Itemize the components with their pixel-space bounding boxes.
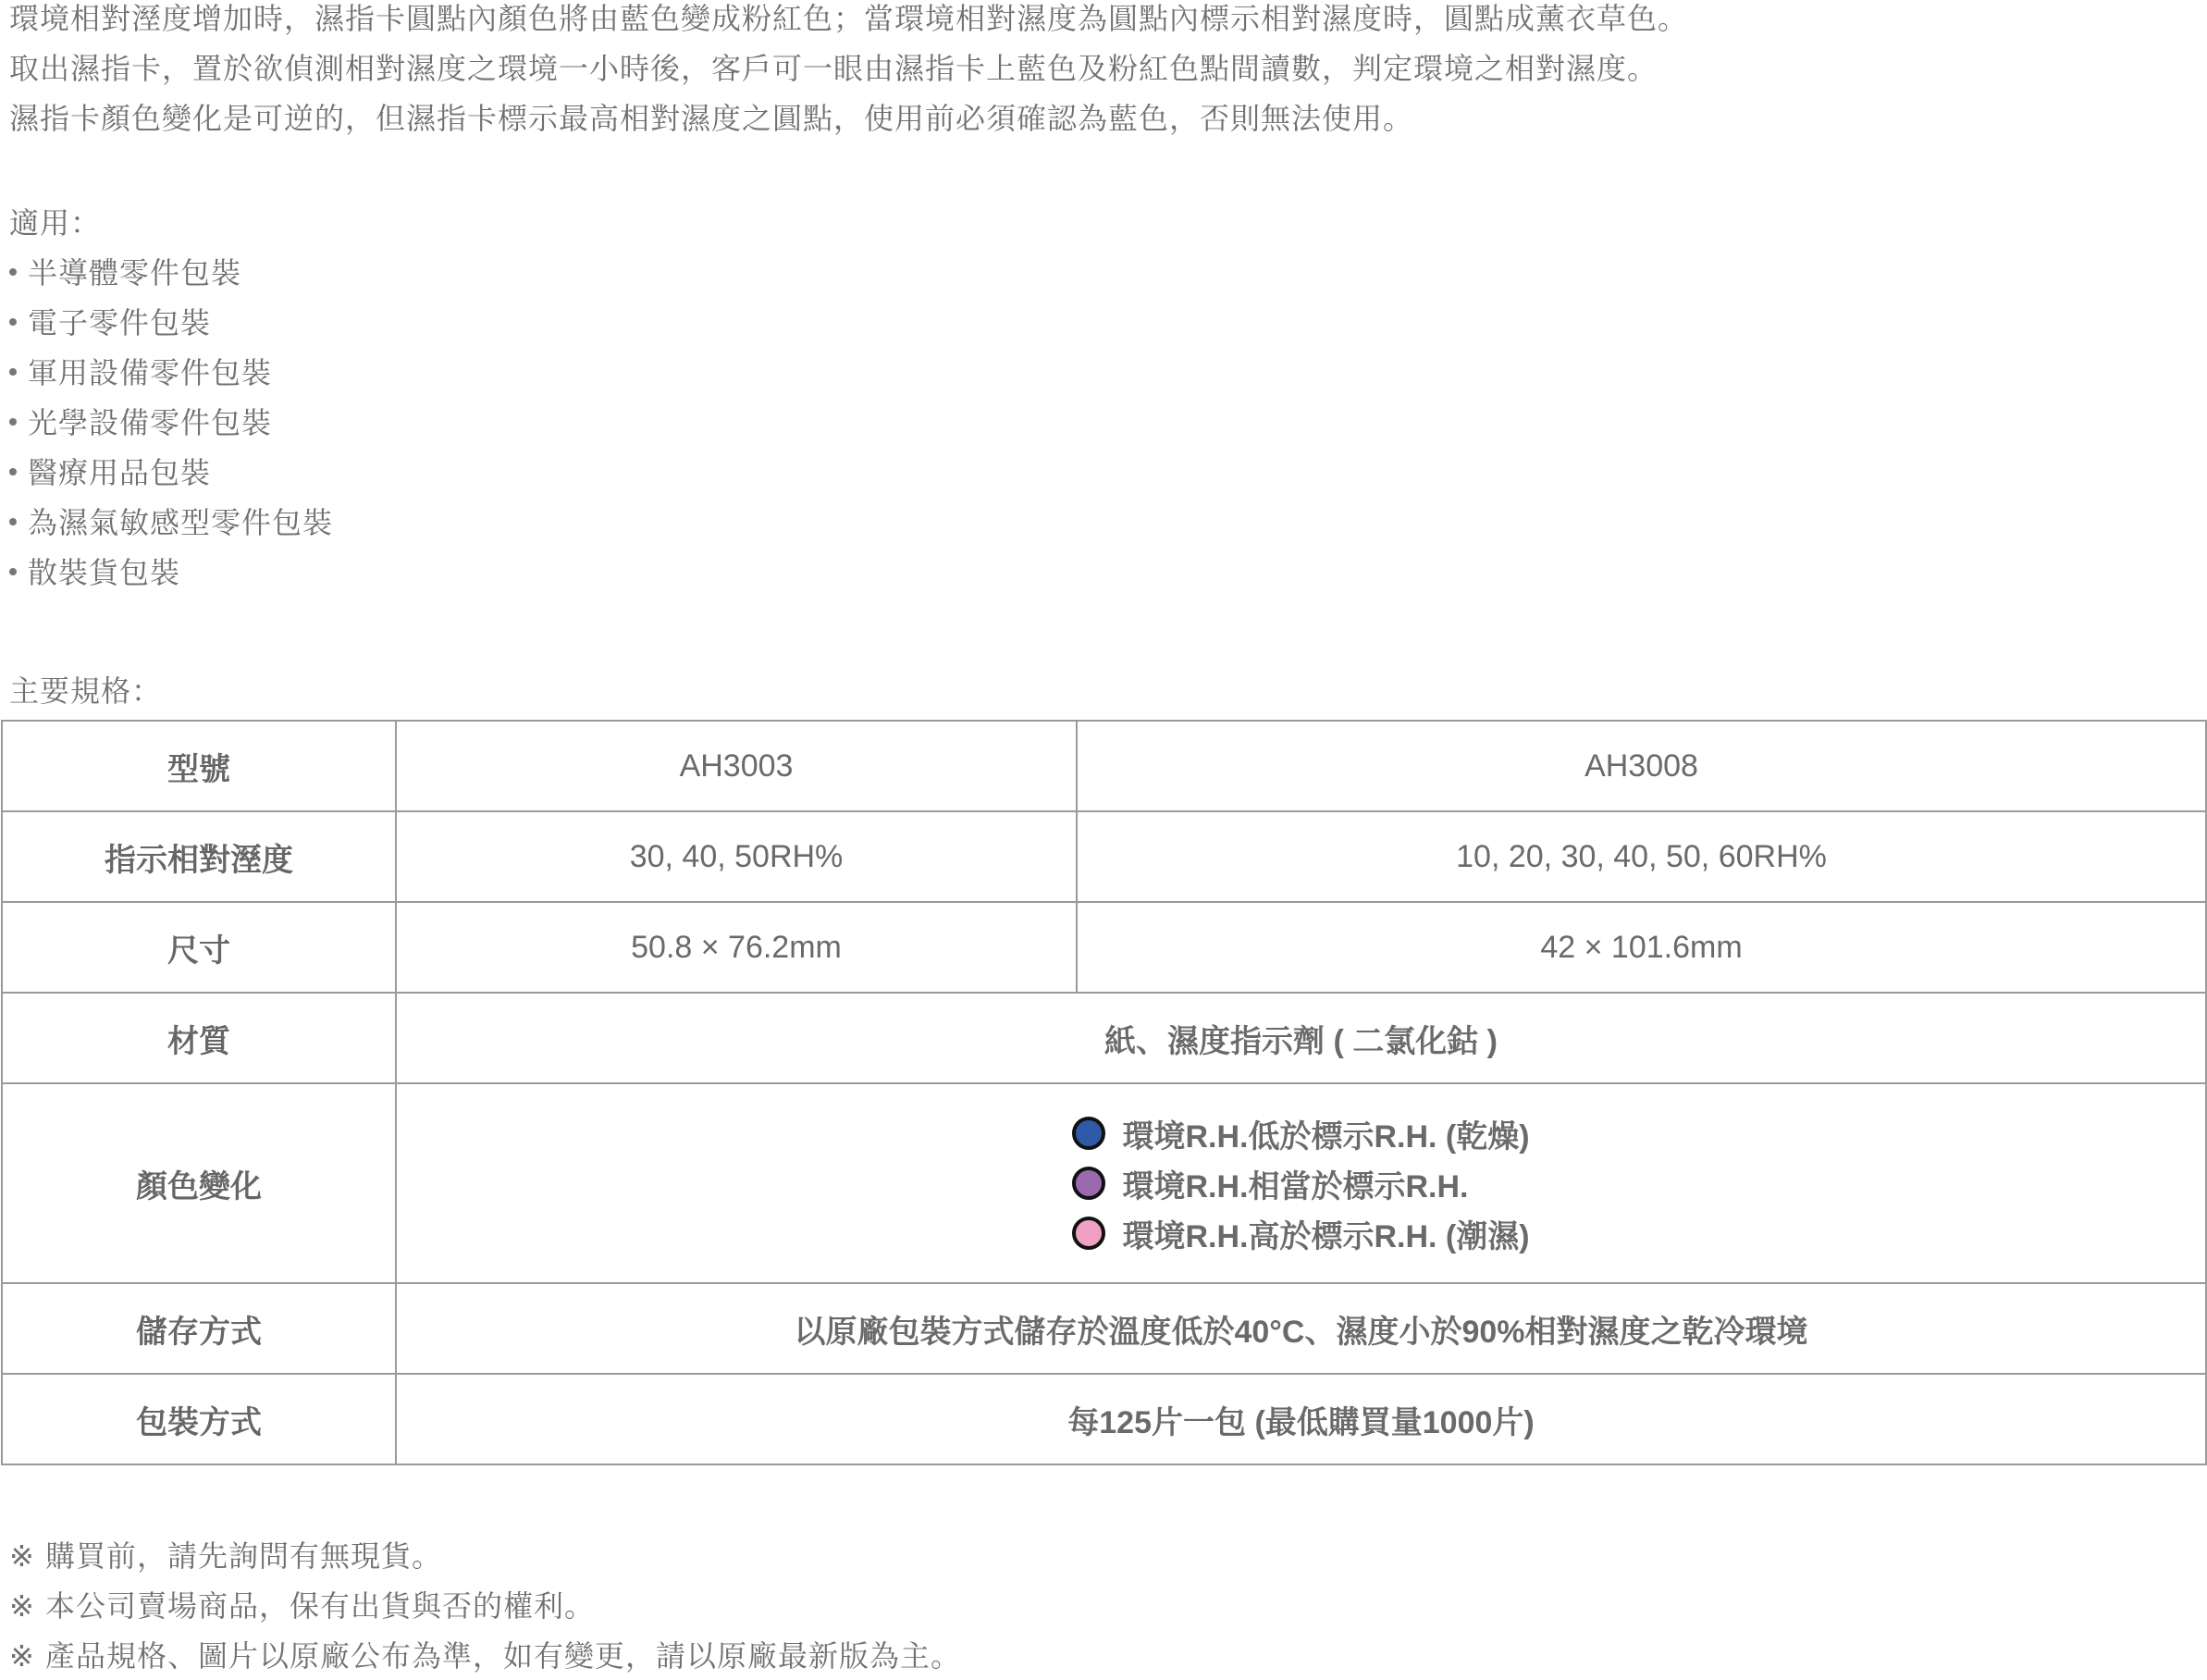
table-row: [2, 993, 2206, 1083]
model-a: AH3003: [396, 721, 1077, 811]
note-line: ※ 本公司賣場商品，保有出貨與否的權利。: [9, 1588, 595, 1624]
table-row: [2, 721, 2206, 811]
application-item-label: 軍用設備零件包裝: [28, 355, 273, 390]
note-line: ※ 購買前，請先詢問有無現貨。: [9, 1538, 442, 1574]
application-item: [9, 354, 272, 391]
rh-b: 10, 20, 30, 40, 50, 60RH%: [1077, 811, 2206, 902]
rh-a: 30, 40, 50RH%: [396, 811, 1077, 902]
applications-heading: 適用：: [9, 205, 102, 241]
application-item: [9, 404, 272, 441]
color-legend-text: 環境R.H.相當於標示R.H.: [1122, 1168, 1469, 1204]
color-legend-item: [1072, 1108, 1529, 1158]
bullet-icon: [9, 468, 17, 476]
application-item-label: 為濕氣敏感型零件包裝: [28, 505, 334, 540]
table-row: [2, 1083, 2206, 1283]
material-value: 紙、濕度指示劑 ( 二氯化鈷 ): [396, 993, 2206, 1083]
application-item: [9, 304, 211, 341]
model-label: 型號: [2, 721, 396, 811]
table-row: [2, 1283, 2206, 1374]
color-legend-text: 環境R.H.高於標示R.H. (潮濕): [1122, 1218, 1530, 1254]
color-change-label: 顏色變化: [2, 1083, 396, 1283]
bullet-icon: [9, 368, 17, 376]
application-item: [9, 454, 211, 491]
color-legend-item: [1072, 1208, 1529, 1258]
application-item-label: 散裝貨包裝: [28, 555, 181, 590]
pink-dot-icon: [1072, 1217, 1105, 1250]
bullet-icon: [9, 518, 17, 525]
table-row: [2, 1374, 2206, 1464]
material-label: 材質: [2, 993, 396, 1083]
color-legend: [1072, 1108, 1529, 1258]
application-item-label: 電子零件包裝: [28, 305, 212, 340]
bullet-icon: [9, 268, 17, 276]
storage-label: 儲存方式: [2, 1283, 396, 1374]
size-label: 尺寸: [2, 902, 396, 993]
specs-heading: 主要規格：: [9, 673, 163, 709]
intro-line-3: 濕指卡顏色變化是可逆的，但濕指卡標示最高相對濕度之圓點，使用前必須確認為藍色，否則無法使用。: [9, 101, 1414, 136]
color-legend-text: 環境R.H.低於標示R.H. (乾燥): [1122, 1118, 1530, 1155]
color-legend-item: [1072, 1158, 1529, 1208]
table-row: [2, 902, 2206, 993]
application-item: [9, 504, 333, 541]
application-item: [9, 254, 241, 291]
storage-value: 以原廠包裝方式儲存於溫度低於40°C、濕度小於90%相對濕度之乾冷環境: [396, 1283, 2206, 1374]
packing-label: 包裝方式: [2, 1374, 396, 1464]
table-row: [2, 811, 2206, 902]
intro-line-1: 環境相對溼度增加時，濕指卡圓點內顏色將由藍色變成粉紅色；當環境相對濕度為圓點內標示相對濕度時，圓點成薰衣草色。: [9, 1, 1689, 36]
bullet-icon: [9, 318, 17, 326]
model-b: AH3008: [1077, 721, 2206, 811]
application-item-label: 醫療用品包裝: [28, 455, 212, 490]
lavender-dot-icon: [1072, 1167, 1105, 1200]
rh-label: 指示相對溼度: [2, 811, 396, 902]
size-a: 50.8 × 76.2mm: [396, 902, 1077, 993]
application-item: [9, 554, 180, 591]
application-item-label: 光學設備零件包裝: [28, 405, 273, 440]
application-item-label: 半導體零件包裝: [28, 255, 242, 290]
intro-line-2: 取出濕指卡，置於欲偵測相對濕度之環境一小時後，客戶可一眼由濕指卡上藍色及粉紅色點間讀數，判定環境之相對濕度。: [9, 51, 1658, 86]
blue-dot-icon: [1072, 1117, 1105, 1150]
bullet-icon: [9, 568, 17, 575]
note-line: ※ 產品規格、圖片以原廠公布為準，如有變更，請以原廠最新版為主。: [9, 1638, 961, 1674]
bullet-icon: [9, 418, 17, 426]
size-b: 42 × 101.6mm: [1077, 902, 2206, 993]
packing-value: 每125片一包 (最低購買量1000片): [396, 1374, 2206, 1464]
color-change-cell: [396, 1083, 2206, 1283]
spec-table: [1, 720, 2207, 1465]
